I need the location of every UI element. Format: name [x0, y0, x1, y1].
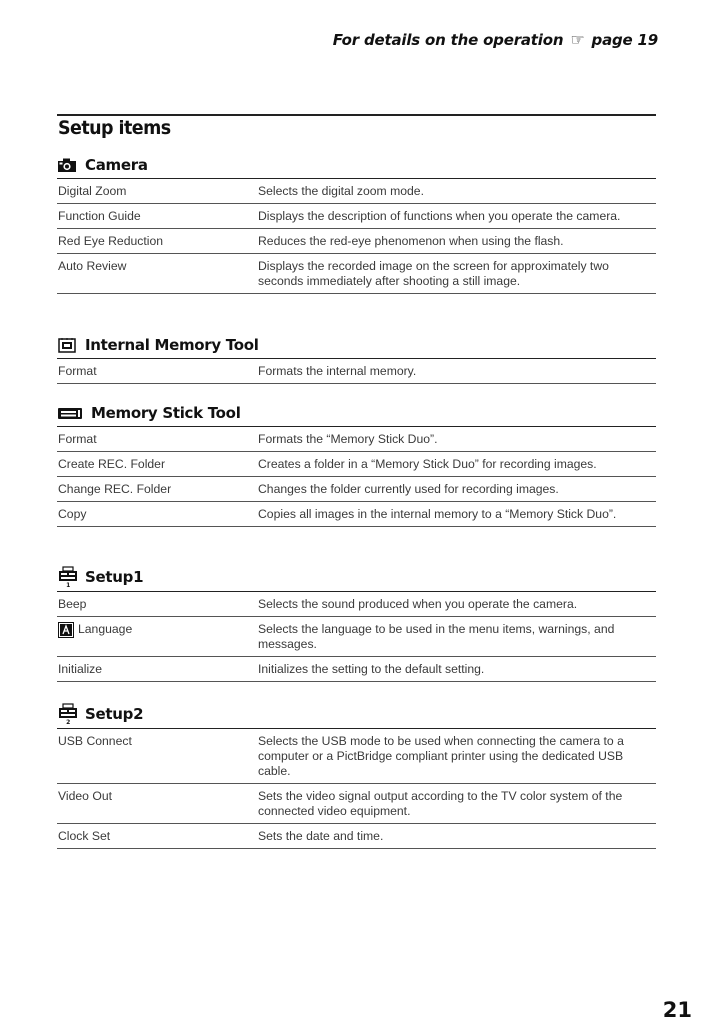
section-header-memory-stick — [57, 400, 656, 427]
item-label: Copy — [58, 507, 87, 521]
item-label: Beep — [58, 597, 87, 611]
internal-memory-icon — [57, 337, 77, 353]
item-description: Formats the internal memory. — [258, 364, 417, 378]
table-row — [57, 592, 656, 617]
camera-icon — [57, 157, 77, 173]
svg-text:1: 1 — [66, 582, 70, 588]
item-description: Sets the date and time. — [258, 829, 384, 843]
item-description: Formats the “Memory Stick Duo”. — [258, 432, 438, 446]
item-label: Format — [58, 364, 97, 378]
section-setup2 — [57, 700, 656, 849]
reference-page: page 19 — [591, 31, 658, 49]
item-label: Function Guide — [58, 209, 141, 223]
table-row — [57, 229, 656, 254]
table-row — [57, 502, 656, 527]
section-title: Setup1 — [85, 568, 144, 586]
item-description: Selects the language to be used in the menu items, warnings, and messages. — [258, 622, 615, 651]
page-number: 21 — [662, 998, 692, 1022]
table-row — [57, 254, 656, 294]
section-title: Memory Stick Tool — [91, 404, 241, 422]
section-header-setup1 — [57, 563, 656, 592]
setup2-icon — [57, 703, 79, 725]
item-label: Initialize — [58, 662, 103, 676]
section-setup1 — [57, 563, 656, 682]
setup1-icon — [57, 566, 79, 588]
language-icon — [58, 622, 74, 638]
item-description: Displays the description of functions when you operate the camera. — [258, 209, 621, 223]
item-label: Red Eye Reduction — [58, 234, 164, 248]
item-label: Auto Review — [58, 259, 127, 273]
item-label-with-icon — [57, 617, 258, 656]
table-row — [57, 617, 656, 657]
pointing-hand-icon: ☞ — [570, 30, 585, 49]
title-rule — [57, 114, 656, 116]
table-row — [57, 784, 656, 824]
item-label: Video Out — [58, 789, 112, 803]
item-description: Creates a folder in a “Memory Stick Duo” for recording images. — [258, 457, 597, 471]
section-internal-memory-tool — [57, 332, 656, 384]
item-description: Selects the USB mode to be used when connecting the camera to a computer or a PictBridge compliant printer using the dedicated USB cable. — [258, 734, 624, 778]
item-description: Sets the video signal output according to the TV color system of the connected video equipment. — [258, 789, 623, 818]
item-description: Reduces the red-eye phenomenon when using the flash. — [258, 234, 564, 248]
page-title: Setup items — [58, 117, 171, 139]
table-row — [57, 359, 656, 384]
item-description: Copies all images in the internal memory to a “Memory Stick Duo”. — [258, 507, 617, 521]
table-row — [57, 179, 656, 204]
item-label: Digital Zoom — [58, 184, 127, 198]
table-row — [57, 427, 656, 452]
table-row — [57, 204, 656, 229]
item-description: Displays the recorded image on the screen for approximately two seconds immediately after shooting a still image. — [258, 259, 609, 288]
svg-text:2: 2 — [66, 719, 70, 725]
table-row — [57, 729, 656, 784]
item-label: Create REC. Folder — [58, 457, 166, 471]
table-row — [57, 657, 656, 682]
section-header-internal-memory — [57, 332, 656, 359]
section-title: Internal Memory Tool — [85, 336, 259, 354]
section-header-camera — [57, 152, 656, 179]
item-description: Initializes the setting to the default setting. — [258, 662, 485, 676]
item-description: Selects the digital zoom mode. — [258, 184, 424, 198]
item-label: USB Connect — [58, 734, 132, 748]
memory-stick-icon — [57, 405, 83, 421]
section-memory-stick-tool — [57, 400, 656, 527]
section-header-setup2 — [57, 700, 656, 729]
table-row — [57, 477, 656, 502]
table-row — [57, 824, 656, 849]
item-label: Change REC. Folder — [58, 482, 172, 496]
section-title: Camera — [85, 156, 148, 174]
item-description: Selects the sound produced when you operate the camera. — [258, 597, 578, 611]
reference-text: For details on the operation — [332, 31, 564, 49]
item-label: Language — [78, 622, 133, 636]
table-row — [57, 452, 656, 477]
section-title: Setup2 — [85, 705, 144, 723]
item-description: Changes the folder currently used for recording images. — [258, 482, 559, 496]
item-label: Clock Set — [58, 829, 111, 843]
page-reference — [333, 30, 658, 49]
item-label: Format — [58, 432, 97, 446]
section-camera — [57, 152, 656, 294]
